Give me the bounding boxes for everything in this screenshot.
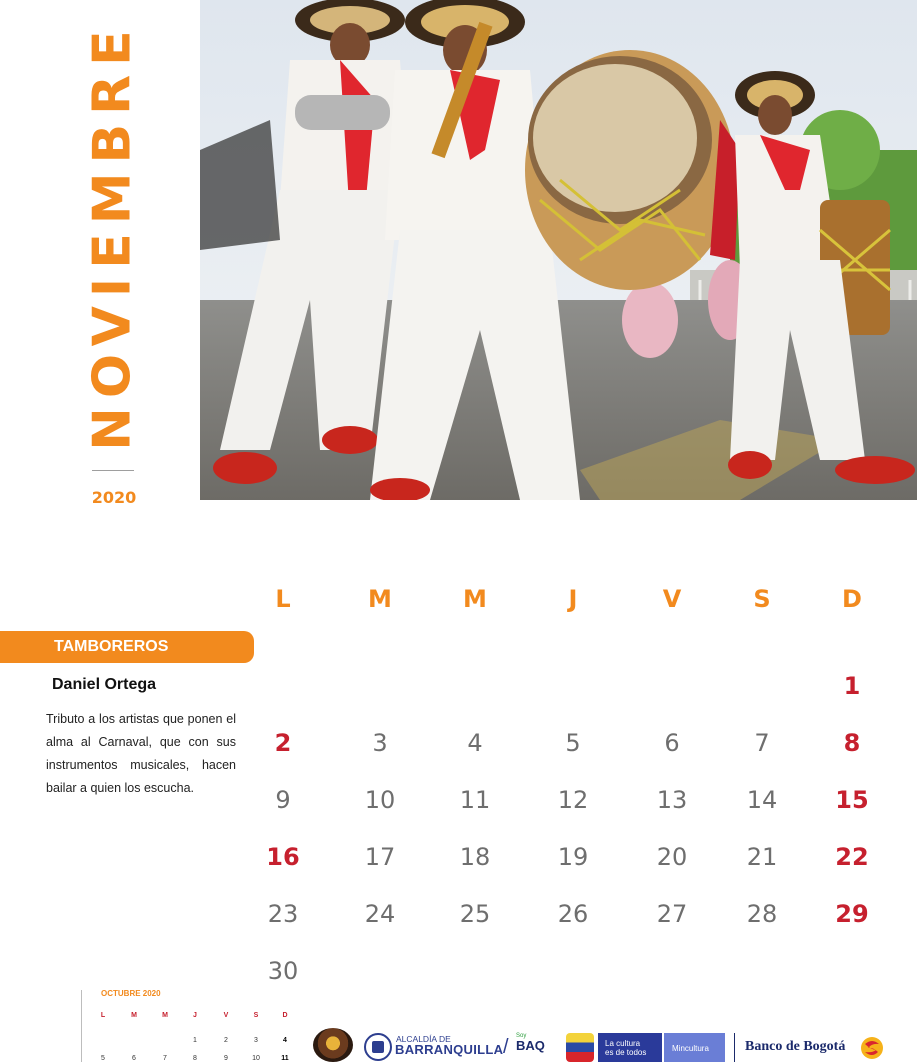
author-name: Daniel Ortega xyxy=(52,676,157,693)
calendar-day: 6 xyxy=(664,729,680,757)
calendar-day: 16 xyxy=(266,843,300,871)
mini-calendar-day: 2 xyxy=(224,1037,228,1044)
weekday-header: L xyxy=(275,585,291,613)
calendar-day: 20 xyxy=(656,843,688,871)
mini-calendar-title: OCTUBRE 2020 xyxy=(101,989,161,998)
mini-calendar-day: 10 xyxy=(252,1055,260,1062)
mini-weekday-header: S xyxy=(253,1012,259,1019)
mincultura-logo xyxy=(664,1033,725,1062)
calendar-day: 18 xyxy=(459,843,491,871)
carnaval-logo xyxy=(313,1028,353,1062)
sponsor-divider xyxy=(734,1033,735,1062)
mini-weekday-header: J xyxy=(193,1012,197,1019)
month-title: NOVIEMBRE xyxy=(83,21,144,451)
calendar-day: 27 xyxy=(656,900,688,928)
month-divider xyxy=(92,470,134,471)
alcaldia-label: ALCALDÍA DE xyxy=(396,1034,451,1044)
baq-logo-text: BAQ xyxy=(516,1038,545,1053)
mini-weekday-header: V xyxy=(223,1012,229,1019)
weekday-header: D xyxy=(842,585,862,613)
section-title-bar xyxy=(0,631,254,663)
mini-calendar-day: 8 xyxy=(193,1055,197,1062)
logo-separator: / xyxy=(503,1036,509,1058)
calendar-day: 29 xyxy=(835,900,869,928)
calendar-day: 23 xyxy=(267,900,299,928)
calendar-day: 26 xyxy=(557,900,589,928)
calendar-day: 2 xyxy=(274,729,292,757)
weekday-header: V xyxy=(662,585,682,613)
calendar-day: 7 xyxy=(754,729,770,757)
calendar-day: 22 xyxy=(835,843,869,871)
cultura-line-1: La cultura xyxy=(605,1039,641,1048)
weekday-header: S xyxy=(753,585,771,613)
mini-weekday-header: L xyxy=(100,1012,106,1019)
calendar-day: 12 xyxy=(557,786,589,814)
calendar-day: 5 xyxy=(565,729,581,757)
calendar-day: 1 xyxy=(843,672,861,700)
calendar-day: 10 xyxy=(364,786,396,814)
mini-calendar-day: 5 xyxy=(101,1055,105,1062)
mini-calendar-day: 1 xyxy=(193,1037,197,1044)
calendar-day: 15 xyxy=(835,786,869,814)
calendar-day: 14 xyxy=(746,786,778,814)
mini-weekday-header: M xyxy=(131,1012,137,1019)
mincultura-label: Mincultura xyxy=(672,1044,709,1053)
calendar-day: 24 xyxy=(364,900,396,928)
calendar-day: 19 xyxy=(557,843,589,871)
calendar-day: 28 xyxy=(746,900,778,928)
calendar-day: 11 xyxy=(459,786,491,814)
weekday-header: M xyxy=(368,585,392,613)
calendar-day: 17 xyxy=(364,843,396,871)
calendar-day: 3 xyxy=(372,729,388,757)
carnival-photo xyxy=(200,0,917,500)
calendar-day: 9 xyxy=(275,786,291,814)
photo-description: Tributo a los artistas que ponen el alma al Carnaval, que con sus instrumentos musicales, hacen bailar a quien los escucha. xyxy=(46,712,236,795)
barranquilla-logo-text: BARRANQUILLA xyxy=(395,1042,504,1057)
mini-calendar-day: 3 xyxy=(254,1037,258,1044)
mini-calendar-divider xyxy=(81,990,82,1062)
colombia-shield-icon xyxy=(566,1033,594,1062)
section-title: TAMBOREROS xyxy=(54,638,169,655)
year-label: 2020 xyxy=(91,488,137,507)
mini-calendar-day: 9 xyxy=(224,1055,228,1062)
mini-calendar-day: 7 xyxy=(163,1055,167,1062)
calendar-day: 4 xyxy=(467,729,483,757)
calendar-day: 25 xyxy=(459,900,491,928)
banco-de-bogota-logo: Banco de Bogotá xyxy=(745,1039,846,1054)
mini-calendar-day: 6 xyxy=(132,1055,136,1062)
calendar-day: 30 xyxy=(267,957,299,985)
drummers-illustration xyxy=(200,0,917,500)
cultura-logo xyxy=(598,1033,662,1062)
weekday-header: J xyxy=(568,585,578,613)
mini-calendar-day: 4 xyxy=(283,1037,287,1044)
calendar-day: 13 xyxy=(656,786,688,814)
baq-logo-small: Soy xyxy=(516,1033,527,1039)
weekday-header: M xyxy=(463,585,487,613)
calendar-day: 8 xyxy=(843,729,861,757)
mini-weekday-header: D xyxy=(282,1012,288,1019)
mini-calendar-day: 11 xyxy=(281,1055,289,1062)
calendar-day: 21 xyxy=(746,843,778,871)
cultura-line-2: es de todos xyxy=(605,1048,647,1057)
banco-swirl-icon xyxy=(859,1035,885,1061)
barranquilla-seal-icon xyxy=(364,1033,392,1061)
baq-logo xyxy=(516,1033,556,1053)
mini-weekday-header: M xyxy=(162,1012,168,1019)
